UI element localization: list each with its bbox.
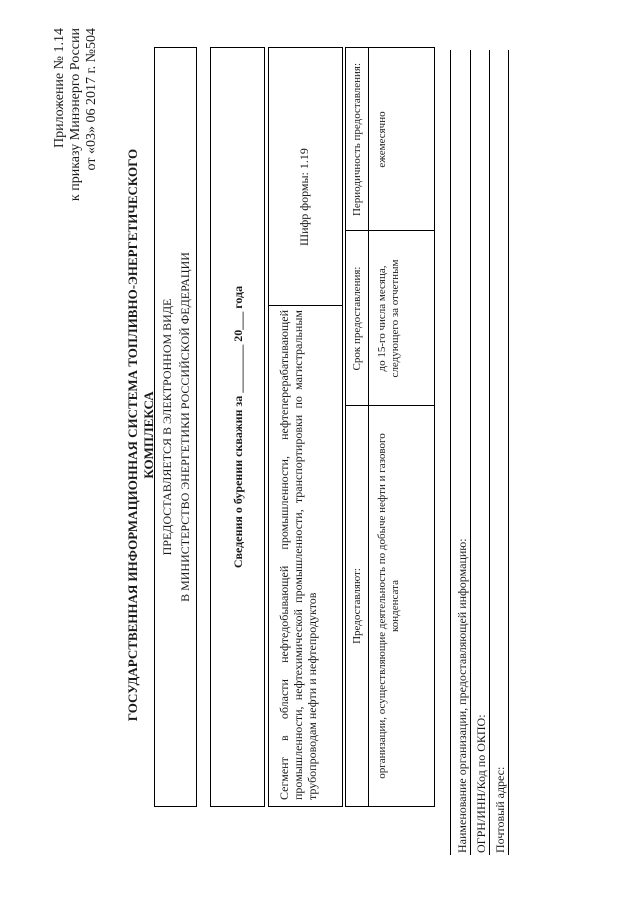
date-line: от «03» 06 2017 г. №504 [84, 28, 99, 171]
col1-value: организации, осуществляющие деятельность по добыче нефти и газового конденсата [376, 433, 401, 779]
org-name-label: Наименование организации, предоставляющей информацию: [455, 538, 469, 853]
ogrn-label: ОГРН/ИНН/Код по ОКПО: [474, 714, 488, 853]
form-code: Шифр формы: 1.19 [297, 148, 311, 246]
address-label: Почтовый адрес: [493, 766, 507, 853]
footer-rule-3 [508, 50, 509, 855]
submission-banner [154, 47, 197, 807]
segment-divider [269, 305, 342, 306]
col-divider-2 [346, 230, 434, 231]
segment-row [268, 47, 343, 807]
footer-rule-2 [489, 50, 490, 855]
col-divider-1 [346, 405, 434, 406]
banner-line-2: В МИНИСТЕРСТВО ЭНЕРГЕТИКИ РОССИЙСКОЙ ФЕДЕРАЦИИ [178, 252, 192, 602]
submission-table [345, 47, 435, 807]
col3-header: Периодичность предоставления: [346, 48, 369, 231]
footer-top-rule [450, 50, 451, 855]
header-block [52, 28, 100, 201]
col2-value: до 15-го числа месяца, следующего за отчетным [376, 259, 401, 378]
col2-header: Срок предоставления: [346, 231, 369, 406]
order-line: к приказу Минэнерго России [68, 28, 83, 202]
col1-header: Предоставляют: [346, 406, 369, 806]
footer-rule-1 [470, 50, 471, 855]
system-title: ГОСУДАРСТВЕННАЯ ИНФОРМАЦИОННАЯ СИСТЕМА ТОПЛИВНО-ЭНЕРГЕТИЧЕСКОГО КОМПЛЕКСА [125, 148, 156, 722]
appendix-label: Приложение № 1.14 [52, 28, 67, 148]
col3-value: ежемесячно [376, 111, 388, 168]
banner-line-1: ПРЕДОСТАВЛЯЕТСЯ В ЭЛЕКТРОННОМ ВИДЕ [160, 298, 174, 556]
segment-text: Сегмент в области нефтедобывающей промышленности, нефтеперерабатывающей промышленности, нефтехимической промышленности, транспортировки по магистральным трубопроводам нефти и нефтепродуктов [277, 310, 319, 800]
form-title: Сведения о бурении скважин за ________ 20___ года [210, 47, 265, 807]
